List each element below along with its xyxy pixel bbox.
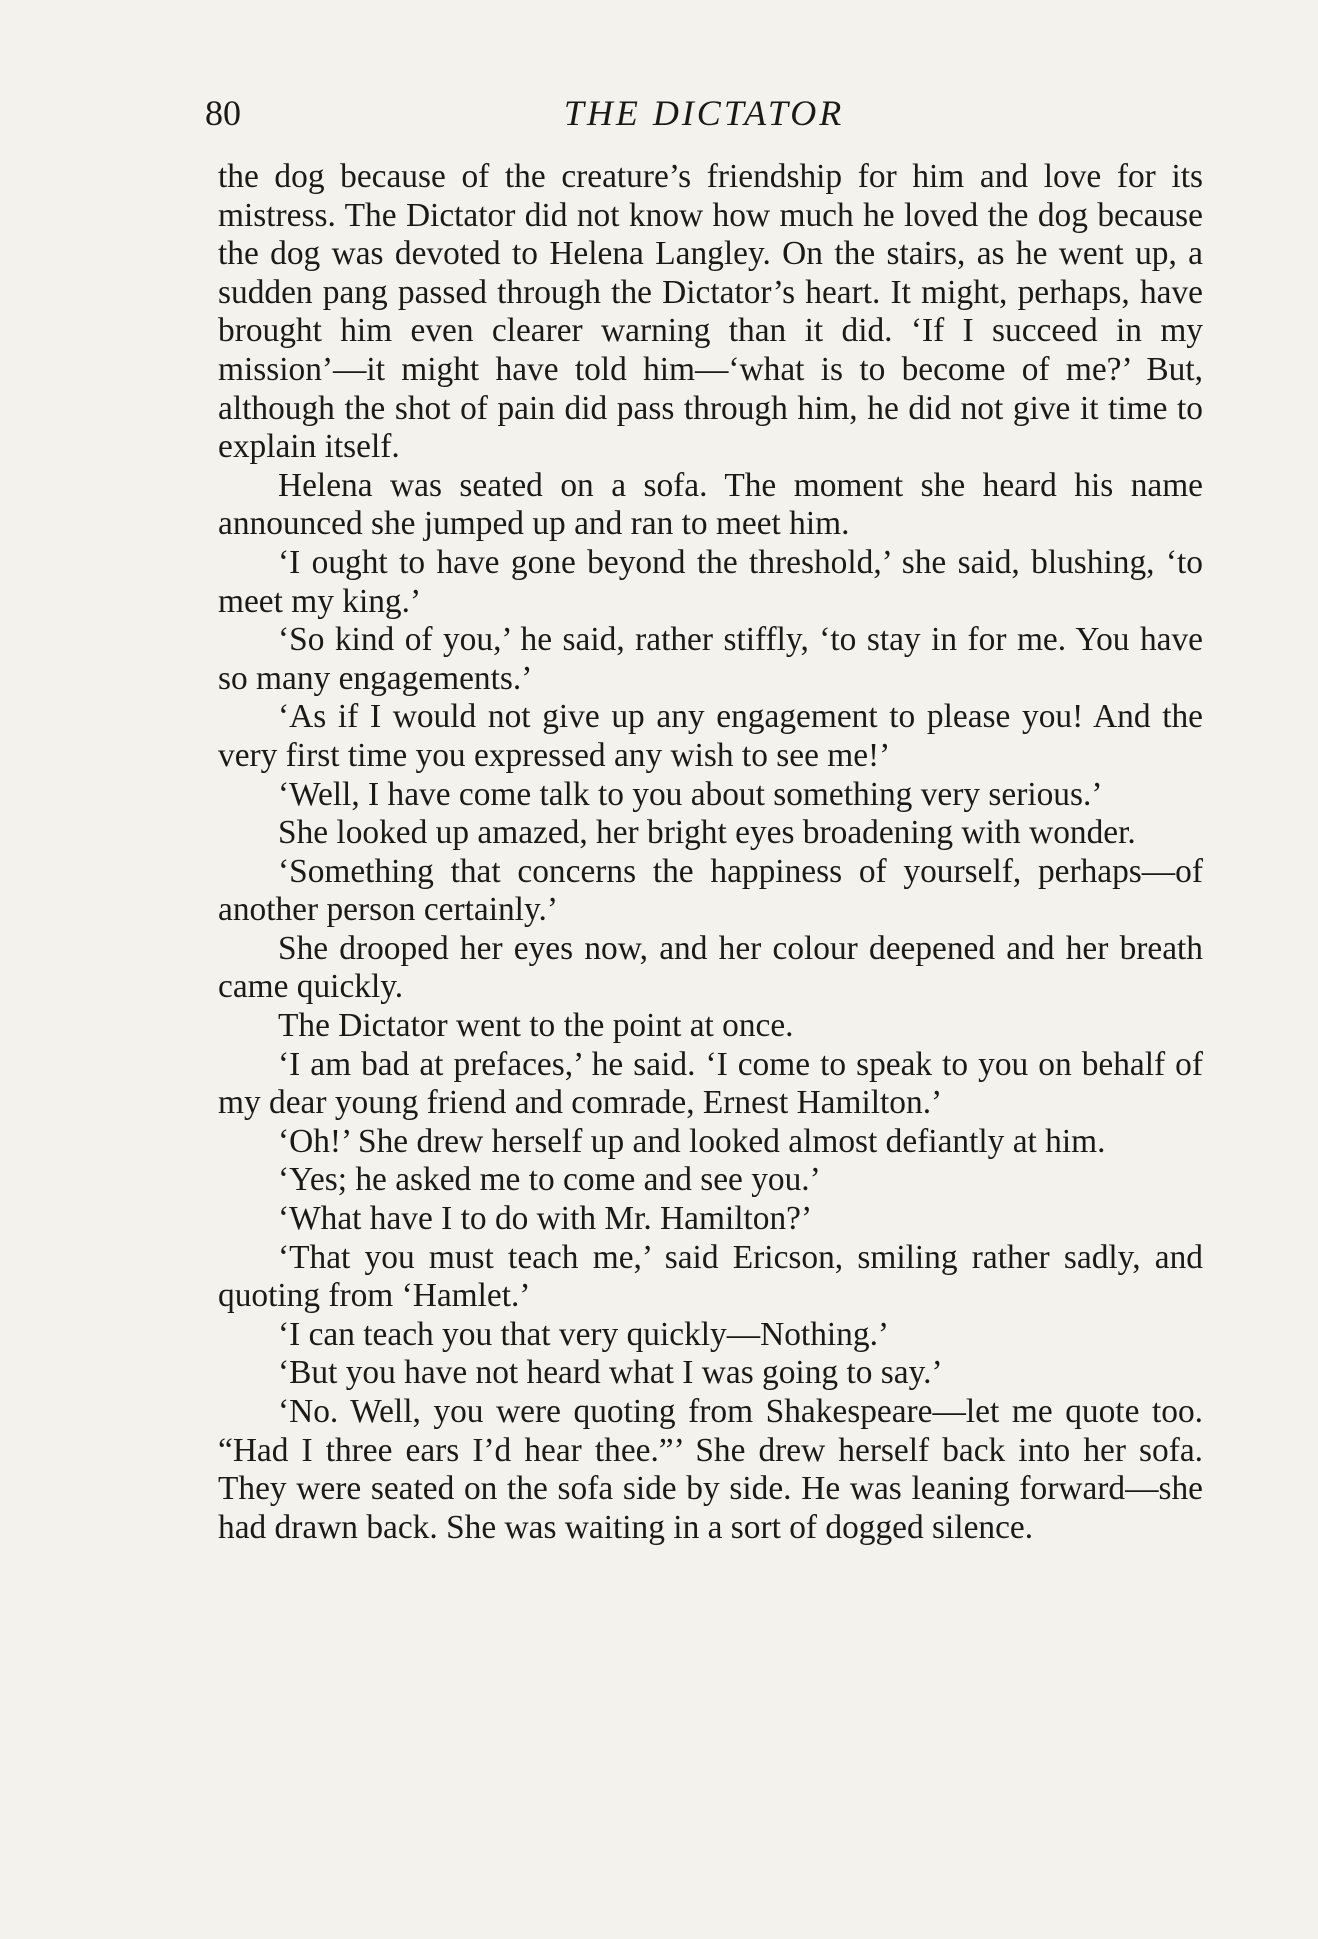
body-text xyxy=(218,158,1203,1547)
paragraph: ‘Something that concerns the happiness of yourself, perhaps—of another person certainly.’ xyxy=(218,852,1203,929)
paragraph: ‘What have I to do with Mr. Hamilton?’ xyxy=(278,1200,813,1238)
paragraph: ‘As if I would not give up any engagement to please you! And the very first time you expressed any wish to see me!’ xyxy=(218,698,1203,774)
paragraph: ‘I am bad at prefaces,’ he said. ‘I come to speak to you on behalf of my dear young friend and comrade, Ernest Hamilton.’ xyxy=(218,1045,1203,1122)
page-number: 80 xyxy=(205,93,241,133)
paragraph: ‘Yes; he asked me to come and see you.’ xyxy=(278,1161,821,1199)
paragraph: ‘No. Well, you were quoting from Shakespeare—let me quote too. “Had I three ears I’d hear thee.”’ She drew herself back into her sofa. They were seated on the sofa side by side. He was leaning forward—she had drawn back. She was waiting in a sort of dogged silence. xyxy=(218,1393,1203,1546)
paragraph: Helena was seated on a sofa. The moment she heard his name announced she jumped up and ran to meet him. xyxy=(218,466,1203,543)
paragraph: ‘I ought to have gone beyond the threshold,’ she said, blushing, ‘to meet my king.’ xyxy=(218,543,1203,620)
paragraph: ‘So kind of you,’ he said, rather stiffly, ‘to stay in for me. You have so many engagements.’ xyxy=(218,621,1203,697)
paragraph: She looked up amazed, her bright eyes broadening with wonder. xyxy=(278,814,1136,852)
paragraph: ‘Well, I have come talk to you about something very serious.’ xyxy=(278,775,1103,813)
paragraph: ‘Oh!’ She drew herself up and looked almost defiantly at him. xyxy=(278,1122,1106,1160)
paragraph: She drooped her eyes now, and her colour deepened and her breath came quickly. xyxy=(218,929,1203,1006)
paragraph: The Dictator went to the point at once. xyxy=(278,1007,794,1045)
page-header xyxy=(205,92,1203,140)
paragraph: the dog because of the creature’s friendship for him and love for its mistress. The Dictator did not know how much he loved the dog because the dog was devoted to Helena Langley. On the stairs, as he went up, a sudden pang passed through the Dictator’s heart. It might, perhaps, have brought him even clearer warning than it did. ‘If I succeed in my mission’—it might have told him—‘what is to become of me?’ But, although the shot of pain did pass through him, he did not give it time to explain itself. xyxy=(218,158,1203,466)
paragraph: ‘That you must teach me,’ said Ericson, smiling rather sadly, and quoting from ‘Hamlet.’ xyxy=(218,1238,1203,1315)
paragraph: ‘I can teach you that very quickly—Nothing.’ xyxy=(278,1315,890,1353)
paragraph: ‘But you have not heard what I was going to say.’ xyxy=(278,1354,943,1392)
running-title: THE DICTATOR xyxy=(563,93,845,133)
